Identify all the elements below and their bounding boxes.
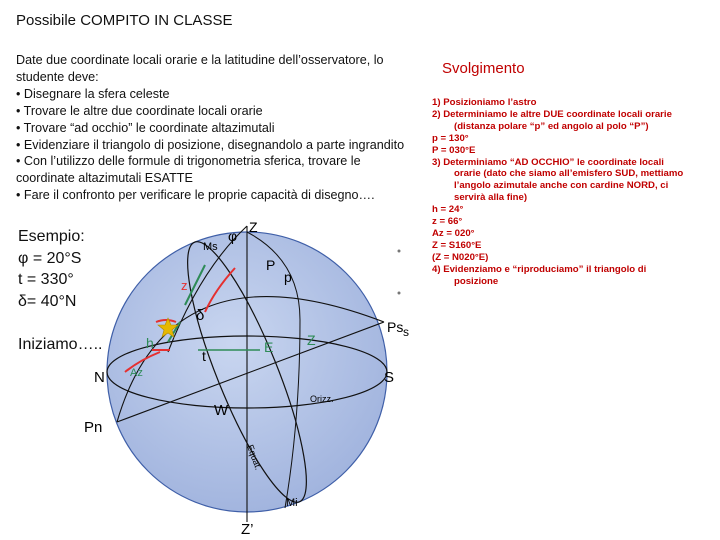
label-angle-P: P	[266, 257, 276, 273]
slide-title: Possibile COMPITO IN CLASSE	[16, 12, 233, 29]
label-horizon: Orizz.	[310, 394, 334, 404]
label-azimuth-Z: Z	[307, 332, 316, 348]
solution-line: p = 130°	[432, 132, 469, 144]
intro-line: • Fare il confronto per verificare le proprie capacità di disegno….	[16, 188, 375, 203]
intro-line: Date due coordinate locali orarie e la latitudine dell’osservatore, lo	[16, 53, 384, 67]
label-north: N	[94, 369, 105, 386]
solution-line: l’angolo azimutale anche con cardine NORD, ci	[454, 180, 669, 192]
intro-line: • Trovare “ad occhio” le coordinate altazimutali	[16, 120, 275, 135]
solution-line: Z = S160°E	[432, 239, 482, 251]
solution-title: Svolgimento	[442, 60, 525, 77]
solution-line: 4) Evidenziamo e “riproduciamo” il triangolo di	[432, 263, 647, 275]
label-pole-south: Ps	[387, 319, 404, 335]
label-equator: Equat.	[245, 443, 264, 472]
solution-line: (Z = N020°E)	[432, 251, 489, 263]
dot-marker	[398, 292, 401, 295]
solution-line: servirà alla fine)	[454, 192, 528, 204]
solution-line: h = 24°	[432, 204, 464, 216]
label-az: Az	[130, 367, 143, 379]
label-z: z	[181, 278, 188, 293]
solution-line: Az = 020°	[432, 227, 475, 239]
label-meridian-sup: Ms	[203, 241, 218, 253]
example-declination: δ= 40°N	[18, 292, 77, 310]
label-west: W	[214, 402, 229, 419]
label-delta: δ	[196, 307, 205, 324]
start-label: Iniziamo…..	[18, 336, 103, 353]
label-pole-north: Pn	[84, 419, 103, 436]
solution-line: orarie (dato che siamo all’emisfero SUD, mettiamo	[454, 168, 684, 180]
solution-line: z = 66°	[432, 216, 463, 228]
label-east: E	[264, 339, 274, 355]
intro-line: • Evidenziare il triangolo di posizione, disegnandolo a parte ingrandito	[16, 137, 405, 152]
solution-line: 1) Posizioniamo l’astro	[432, 97, 537, 108]
intro-line: coordinate altazimutali ESATTE	[16, 171, 193, 186]
label-nadir: Z’	[241, 521, 254, 538]
label-zenith: Z	[249, 219, 258, 235]
label-h: h	[146, 335, 154, 351]
solution-line: P = 030°E	[432, 144, 476, 156]
solution-line: 3) Determiniamo “AD OCCHIO” le coordinate locali	[432, 156, 664, 168]
label-t: t	[202, 348, 206, 364]
solution-line: 2) Determiniamo le altre DUE coordinate locali orarie	[432, 108, 672, 120]
example-hour-angle: t = 330°	[18, 271, 74, 288]
dot-marker	[398, 250, 401, 253]
label-phi: φ	[228, 228, 238, 244]
intro-line: • Trovare le altre due coordinate locali orarie	[16, 103, 263, 118]
solution-line: (distanza polare “p” ed angolo al polo “P”)	[454, 120, 649, 132]
label-pole-south-s: s	[403, 325, 409, 339]
label-p: p	[284, 269, 292, 285]
example-heading: Esempio:	[18, 228, 85, 245]
label-south: S	[384, 369, 395, 386]
solution-line: posizione	[454, 275, 499, 287]
label-meridian-inf: Mi	[286, 497, 298, 509]
intro-line: • Con l’utilizzo delle formule di trigonometria sferica, trovare le	[16, 154, 361, 169]
example-latitude: φ = 20°S	[18, 249, 82, 267]
intro-line: • Disegnare la sfera celeste	[16, 86, 170, 101]
intro-line: studente deve:	[16, 69, 99, 84]
